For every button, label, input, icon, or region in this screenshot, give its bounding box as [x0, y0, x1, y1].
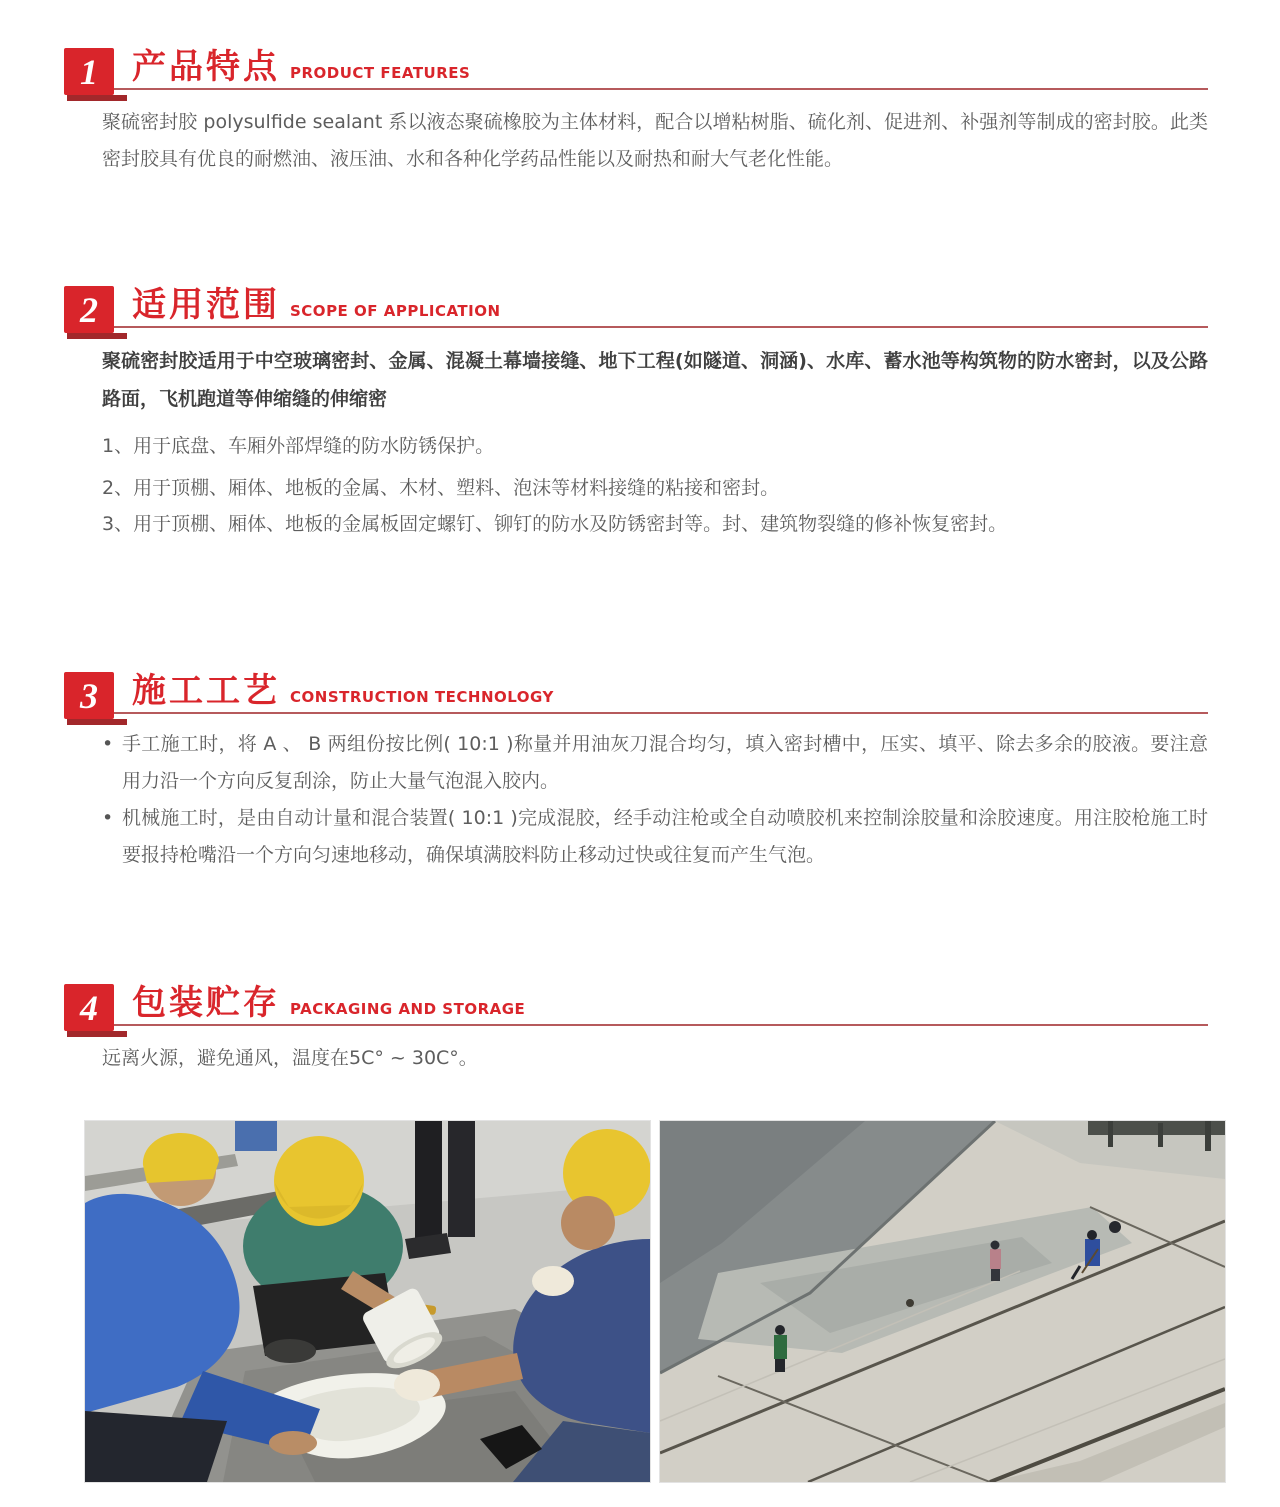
bullet-list-item — [102, 726, 1208, 800]
section-4-paragraph: 远离火源，避免通风，温度在5C° ~ 30C°。 — [102, 1047, 478, 1069]
section-4-header — [64, 974, 1208, 1026]
section-2-title-cn: 适用范围 — [132, 285, 280, 325]
section-2-lead-paragraph: 聚硫密封胶适用于中空玻璃密封、金属、混凝土幕墙接缝、地下工程(如隧道、洞涵)、水库、蓄水池等构筑物的防水密封，以及公路路面，飞机跑道等伸缩缝的伸缩密 — [102, 350, 1208, 410]
section-3-title-cn: 施工工艺 — [132, 671, 280, 711]
bullet-dot: • — [102, 807, 114, 829]
section-construction-technology — [64, 662, 1208, 874]
section-1-number: 1 — [80, 51, 98, 92]
section-3-header — [64, 662, 1208, 714]
bullet-text: 手工施工时，将 A 、 B 两组份按比例( 10:1 )称量并用油灰刀混合均匀，填入密封槽中，压实、填平、除去多余的胶液。要注意用力沿一个方向反复刮涂，防止大量气泡混入胶内。 — [122, 733, 1208, 792]
section-packaging-and-storage — [64, 974, 1208, 1077]
list-item: 2、用于顶棚、厢体、地板的金属、木材、塑料、泡沫等材料接缝的粘接和密封。 — [102, 477, 780, 499]
section-1-paragraph: 聚硫密封胶 polysulfide sealant 系以液态聚硫橡胶为主体材料，配合以增粘树脂、硫化剂、促进剂、补强剂等制成的密封胶。此类密封胶具有优良的耐燃油、液压油、水和各种化学药品性能以及耐热和耐大气老化性能。 — [102, 111, 1208, 170]
section-4-body — [64, 1040, 1208, 1077]
section-1-header — [64, 38, 1208, 90]
section-3-number-badge — [64, 672, 114, 719]
section-scope-of-application — [64, 276, 1208, 542]
section-3-title-en: CONSTRUCTION TECHNOLOGY — [290, 688, 554, 706]
section-3-bullet-list — [102, 726, 1208, 874]
section-2-header — [64, 276, 1208, 328]
section-2-number: 2 — [80, 289, 98, 330]
section-1-title-cn: 产品特点 — [132, 47, 280, 87]
section-4-number-badge — [64, 984, 114, 1031]
section-product-features — [64, 0, 1208, 178]
section-4-title-cn: 包装贮存 — [132, 983, 280, 1023]
section-2-number-badge — [64, 286, 114, 333]
section-1-title-en: PRODUCT FEATURES — [290, 64, 471, 82]
workers-mixing-sealant-illustration — [85, 1121, 650, 1482]
section-4-number: 4 — [80, 987, 98, 1028]
bullet-list-item — [102, 800, 1208, 874]
bullet-dot: • — [102, 733, 114, 755]
workers-mixing-sealant-photo — [85, 1121, 650, 1482]
section-4-title-en: PACKAGING AND STORAGE — [290, 1000, 526, 1018]
bullet-text: 机械施工时，是由自动计量和混合装置( 10:1 )完成混胶，经手动注枪或全自动喷胶机来控制涂胶量和涂胶速度。用注胶枪施工时要报持枪嘴沿一个方向匀速地移动，确保填满胶料防止移动过快或往复而产生气泡。 — [122, 807, 1208, 866]
concrete-slope-illustration — [660, 1121, 1225, 1482]
list-item: 3、用于顶棚、厢体、地板的金属板固定螺钉、铆钉的防水及防锈密封等。封、建筑物裂缝的修补恢复密封。 — [102, 513, 1008, 535]
section-2-numbered-list — [102, 428, 1208, 542]
concrete-slope-seam-sealing-photo — [660, 1121, 1225, 1482]
section-3-number: 3 — [80, 675, 98, 716]
list-item: 1、用于底盘、车厢外部焊缝的防水防锈保护。 — [102, 435, 495, 457]
section-1-body — [64, 104, 1208, 178]
section-2-body — [64, 342, 1208, 542]
section-3-body — [64, 726, 1208, 874]
section-2-title-en: SCOPE OF APPLICATION — [290, 302, 501, 320]
section-1-number-badge — [64, 48, 114, 95]
photo-row — [85, 1121, 1225, 1482]
